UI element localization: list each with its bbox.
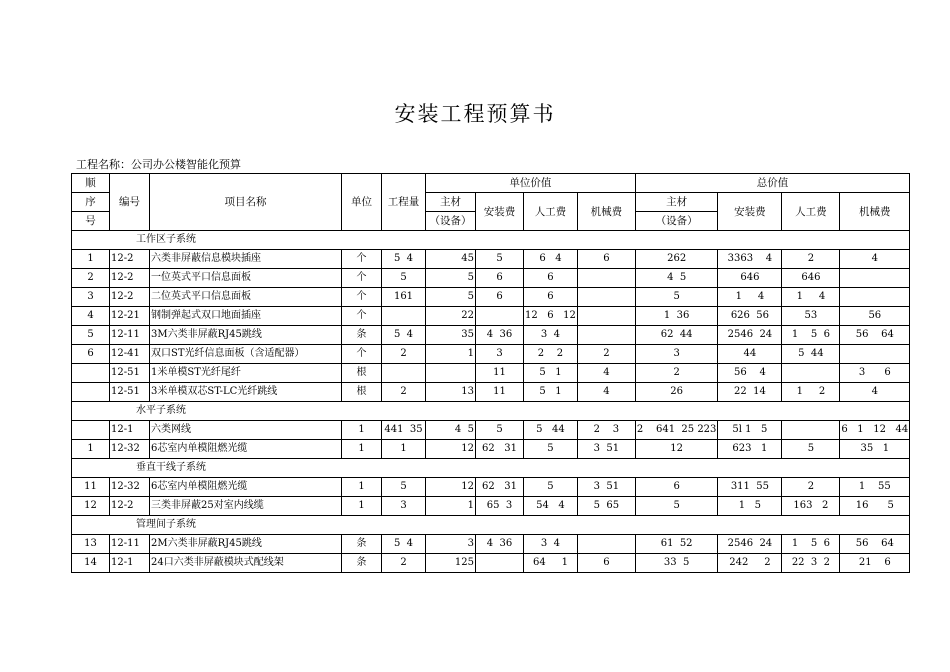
project-name: 工程名称：公司办公楼智能化预算 [76,158,241,171]
table-row [72,535,910,554]
table-cell [840,288,910,307]
table-cell: 2 [382,383,426,402]
table-cell: 26 [635,383,718,402]
table-cell: 64 1 [524,554,578,573]
table-cell: 441 35 [382,421,426,440]
table-row [72,497,910,516]
header-total-machine-fee: 机械费 [840,193,910,231]
section-title: 水平子系统 [72,402,910,421]
table-cell: 6 4 [524,250,578,269]
table-cell: 1 [342,478,382,497]
table-cell: 45 [426,250,476,269]
table-cell: 6 1 12 44 [840,421,910,440]
section-row [72,516,910,535]
table-cell: 5 [382,478,426,497]
section-row [72,402,910,421]
table-cell: 2546 24 [718,326,782,345]
table-cell: 2 [635,364,718,383]
table-row [72,554,910,573]
section-title: 垂直干线子系统 [72,459,910,478]
table-cell: 2 641 25 223 [635,421,718,440]
table-cell: 2 [382,554,426,573]
section-title: 工作区子系统 [72,231,910,250]
table-cell: 6 [577,250,635,269]
header-seq-1: 顺 [72,174,110,193]
table-cell: 1 [426,497,476,516]
table-cell: 4 36 [476,535,524,554]
header-qty: 工程量 [382,174,426,231]
table-cell [577,535,635,554]
table-cell: 6 [635,478,718,497]
table-cell: 1 [342,497,382,516]
table-cell: 2 [72,269,110,288]
table-cell: 12-51 [110,364,150,383]
table-cell: 2 3 [577,421,635,440]
table-cell: 5 [782,440,840,459]
table-cell: 一位英式平口信息面板 [150,269,342,288]
table-cell: 5 [476,421,524,440]
table-cell: 1 [72,440,110,459]
table-cell: 6 [72,345,110,364]
table-cell: 11 [72,478,110,497]
table-cell: 21 6 [840,554,910,573]
table-cell: 1 [426,345,476,364]
table-cell: 3 51 [577,478,635,497]
header-install-fee: 安装费 [476,193,524,231]
table-cell: 12-32 [110,440,150,459]
table-cell: 2 [577,345,635,364]
table-row [72,345,910,364]
table-cell: 54 4 [524,497,578,516]
table-cell: 12-2 [110,497,150,516]
table-cell: 4 [840,250,910,269]
table-cell: 1 [342,421,382,440]
table-cell: 163 2 [782,497,840,516]
table-cell: 62 31 [476,478,524,497]
table-cell [72,383,110,402]
table-cell: 1米单模ST光纤尾纤 [150,364,342,383]
table-cell: 条 [342,535,382,554]
table-cell: 1 5 [718,497,782,516]
table-cell: 56 64 [840,326,910,345]
header-seq-3: 号 [72,212,110,231]
table-cell [72,421,110,440]
table-cell [577,288,635,307]
section-row [72,459,910,478]
header-total-main-material: 主材 [635,193,718,212]
header-seq-2: 序 [72,193,110,212]
table-cell: 2 [782,250,840,269]
table-cell: 44 [718,345,782,364]
table-cell: 56 [840,307,910,326]
table-cell: 62 44 [635,326,718,345]
table-cell: 2546 24 [718,535,782,554]
table-cell: 33 5 [635,554,718,573]
table-cell: 个 [342,250,382,269]
table-cell: 5 [72,326,110,345]
table-cell [840,345,910,364]
header-name: 项目名称 [150,174,342,231]
table-cell: 1 [382,440,426,459]
header-total-price: 总价值 [635,174,909,193]
table-cell: 根 [342,364,382,383]
table-cell: 12-1 [110,554,150,573]
table-cell: 3 [426,535,476,554]
table-cell: 个 [342,307,382,326]
table-cell: 4 [72,307,110,326]
table-cell: 六类非屏蔽信息模块插座 [150,250,342,269]
table-cell: 5 65 [577,497,635,516]
table-cell: 35 [426,326,476,345]
table-cell: 16 5 [840,497,910,516]
table-cell: 1 4 [782,288,840,307]
table-cell: 5 4 [382,326,426,345]
header-labor-fee: 人工费 [524,193,578,231]
table-cell: 4 [840,383,910,402]
table-cell: 4 36 [476,326,524,345]
table-cell: 24口六类非屏蔽模块式配线架 [150,554,342,573]
table-cell: 2 2 [524,345,578,364]
table-cell: 14 [72,554,110,573]
table-cell: 4 5 [426,421,476,440]
table-cell: 6芯室内单模阻燃光缆 [150,440,342,459]
table-cell: 12 [635,440,718,459]
table-cell: 3 51 [577,440,635,459]
table-cell: 1 55 [840,478,910,497]
table-cell: 5 44 [782,345,840,364]
table-cell: 3 [635,345,718,364]
table-cell: 1 4 [718,288,782,307]
table-cell: 623 1 [718,440,782,459]
table-cell: 3米单模双芯ST-LC光纤跳线 [150,383,342,402]
table-cell: 62 31 [476,440,524,459]
table-cell: 2 [782,478,840,497]
table-row [72,421,910,440]
header-unit-price: 单位价值 [426,174,636,193]
table-row [72,269,910,288]
table-cell [476,307,524,326]
table-cell: 12 [426,440,476,459]
table-cell: 5 4 [382,535,426,554]
table-cell: 12-2 [110,250,150,269]
header-total-equipment: （设备） [635,212,718,231]
table-cell: 646 [782,269,840,288]
table-cell: 12-11 [110,326,150,345]
budget-table [71,173,910,573]
header-code: 编号 [110,174,150,231]
table-cell: 1 5 6 [782,326,840,345]
table-cell: 13 [426,383,476,402]
table-cell: 1 2 [782,383,840,402]
table-cell: 12-11 [110,535,150,554]
header-total-labor-fee: 人工费 [782,193,840,231]
table-cell: 12-32 [110,478,150,497]
table-cell: 13 [72,535,110,554]
table-cell: 二位英式平口信息面板 [150,288,342,307]
table-cell: 3 4 [524,535,578,554]
table-cell [382,364,426,383]
table-row [72,478,910,497]
table-row [72,326,910,345]
table-cell: 22 3 2 [782,554,840,573]
header-machine-fee: 机械费 [577,193,635,231]
table-cell: 5 [382,269,426,288]
table-cell: 56 64 [840,535,910,554]
table-cell: 3363 4 [718,250,782,269]
table-cell: 4 [577,383,635,402]
table-cell: 242 2 [718,554,782,573]
table-cell: 5 [426,288,476,307]
table-cell: 5 [476,250,524,269]
header-total-install-fee: 安装费 [718,193,782,231]
table-cell: 5 1 [524,364,578,383]
table-cell: 3M六类非屏蔽RJ45跳线 [150,326,342,345]
table-cell: 3 [72,288,110,307]
table-cell: 2 [382,345,426,364]
table-row [72,250,910,269]
table-cell: 3 [476,345,524,364]
table-cell: 5 4 [382,250,426,269]
table-row [72,383,910,402]
table-cell: 5 [524,478,578,497]
table-cell: 12-2 [110,269,150,288]
table-cell: 35 1 [840,440,910,459]
table-cell: 6 [524,269,578,288]
table-cell: 5 44 [524,421,578,440]
table-cell [840,269,910,288]
table-cell: 六类网线 [150,421,342,440]
table-cell: 钢制弹起式双口地面插座 [150,307,342,326]
table-cell: 12-51 [110,383,150,402]
table-cell [476,554,524,573]
section-title: 管理间子系统 [72,516,910,535]
table-cell [577,326,635,345]
table-cell: 65 3 [476,497,524,516]
table-cell: 三类非屏蔽25对室内线缆 [150,497,342,516]
table-cell: 125 [426,554,476,573]
header-unit: 单位 [342,174,382,231]
table-cell: 5 [426,269,476,288]
table-cell: 5 1 [524,383,578,402]
table-row [72,288,910,307]
table-cell: 12-2 [110,288,150,307]
table-cell: 626 56 [718,307,782,326]
table-cell: 11 [476,364,524,383]
table-cell [577,307,635,326]
table-cell: 个 [342,288,382,307]
table-cell [426,364,476,383]
table-cell: 311 55 [718,478,782,497]
table-cell [577,269,635,288]
table-cell: 6 [476,288,524,307]
table-cell: 2M六类非屏蔽RJ45跳线 [150,535,342,554]
table-cell: 12-21 [110,307,150,326]
table-row [72,440,910,459]
table-cell: 5 [635,288,718,307]
table-cell: 12 [72,497,110,516]
table-cell: 161 [382,288,426,307]
table-cell: 6芯室内单模阻燃光缆 [150,478,342,497]
table-cell: 646 [718,269,782,288]
table-cell: 5 [635,497,718,516]
table-cell [382,307,426,326]
table-cell: 双口ST光纤信息面板（含适配器） [150,345,342,364]
table-cell: 22 [426,307,476,326]
table-cell: 56 4 [718,364,782,383]
header-main-material: 主材 [426,193,476,212]
table-cell: 3 6 [840,364,910,383]
table-cell: 条 [342,554,382,573]
table-cell: 根 [342,383,382,402]
table-cell: 1 36 [635,307,718,326]
table-cell: 53 [782,307,840,326]
table-cell [782,364,840,383]
table-row [72,364,910,383]
table-cell: 5 [524,440,578,459]
header-equipment: （设备） [426,212,476,231]
table-cell: 12-1 [110,421,150,440]
table-cell: 262 [635,250,718,269]
table-cell: 6 [524,288,578,307]
table-cell: 11 [476,383,524,402]
table-cell: 6 [577,554,635,573]
table-cell: 4 5 [635,269,718,288]
table-cell: 6 [476,269,524,288]
table-cell: 1 [342,440,382,459]
table-cell: 61 52 [635,535,718,554]
table-cell: 22 14 [718,383,782,402]
table-cell: 个 [342,345,382,364]
table-cell: 12-41 [110,345,150,364]
table-cell: 3 [382,497,426,516]
section-row [72,231,910,250]
table-cell [782,421,840,440]
table-cell: 5l 1 5 [718,421,782,440]
table-cell: 3 4 [524,326,578,345]
table-cell: 1 [72,250,110,269]
table-cell: 个 [342,269,382,288]
table-cell: 1 5 6 [782,535,840,554]
table-row [72,307,910,326]
document-title: 安装工程预算书 [394,102,556,126]
table-cell [72,364,110,383]
table-cell: 12 [426,478,476,497]
table-cell: 条 [342,326,382,345]
table-cell: 4 [577,364,635,383]
table-cell: 12 6 12 [524,307,578,326]
